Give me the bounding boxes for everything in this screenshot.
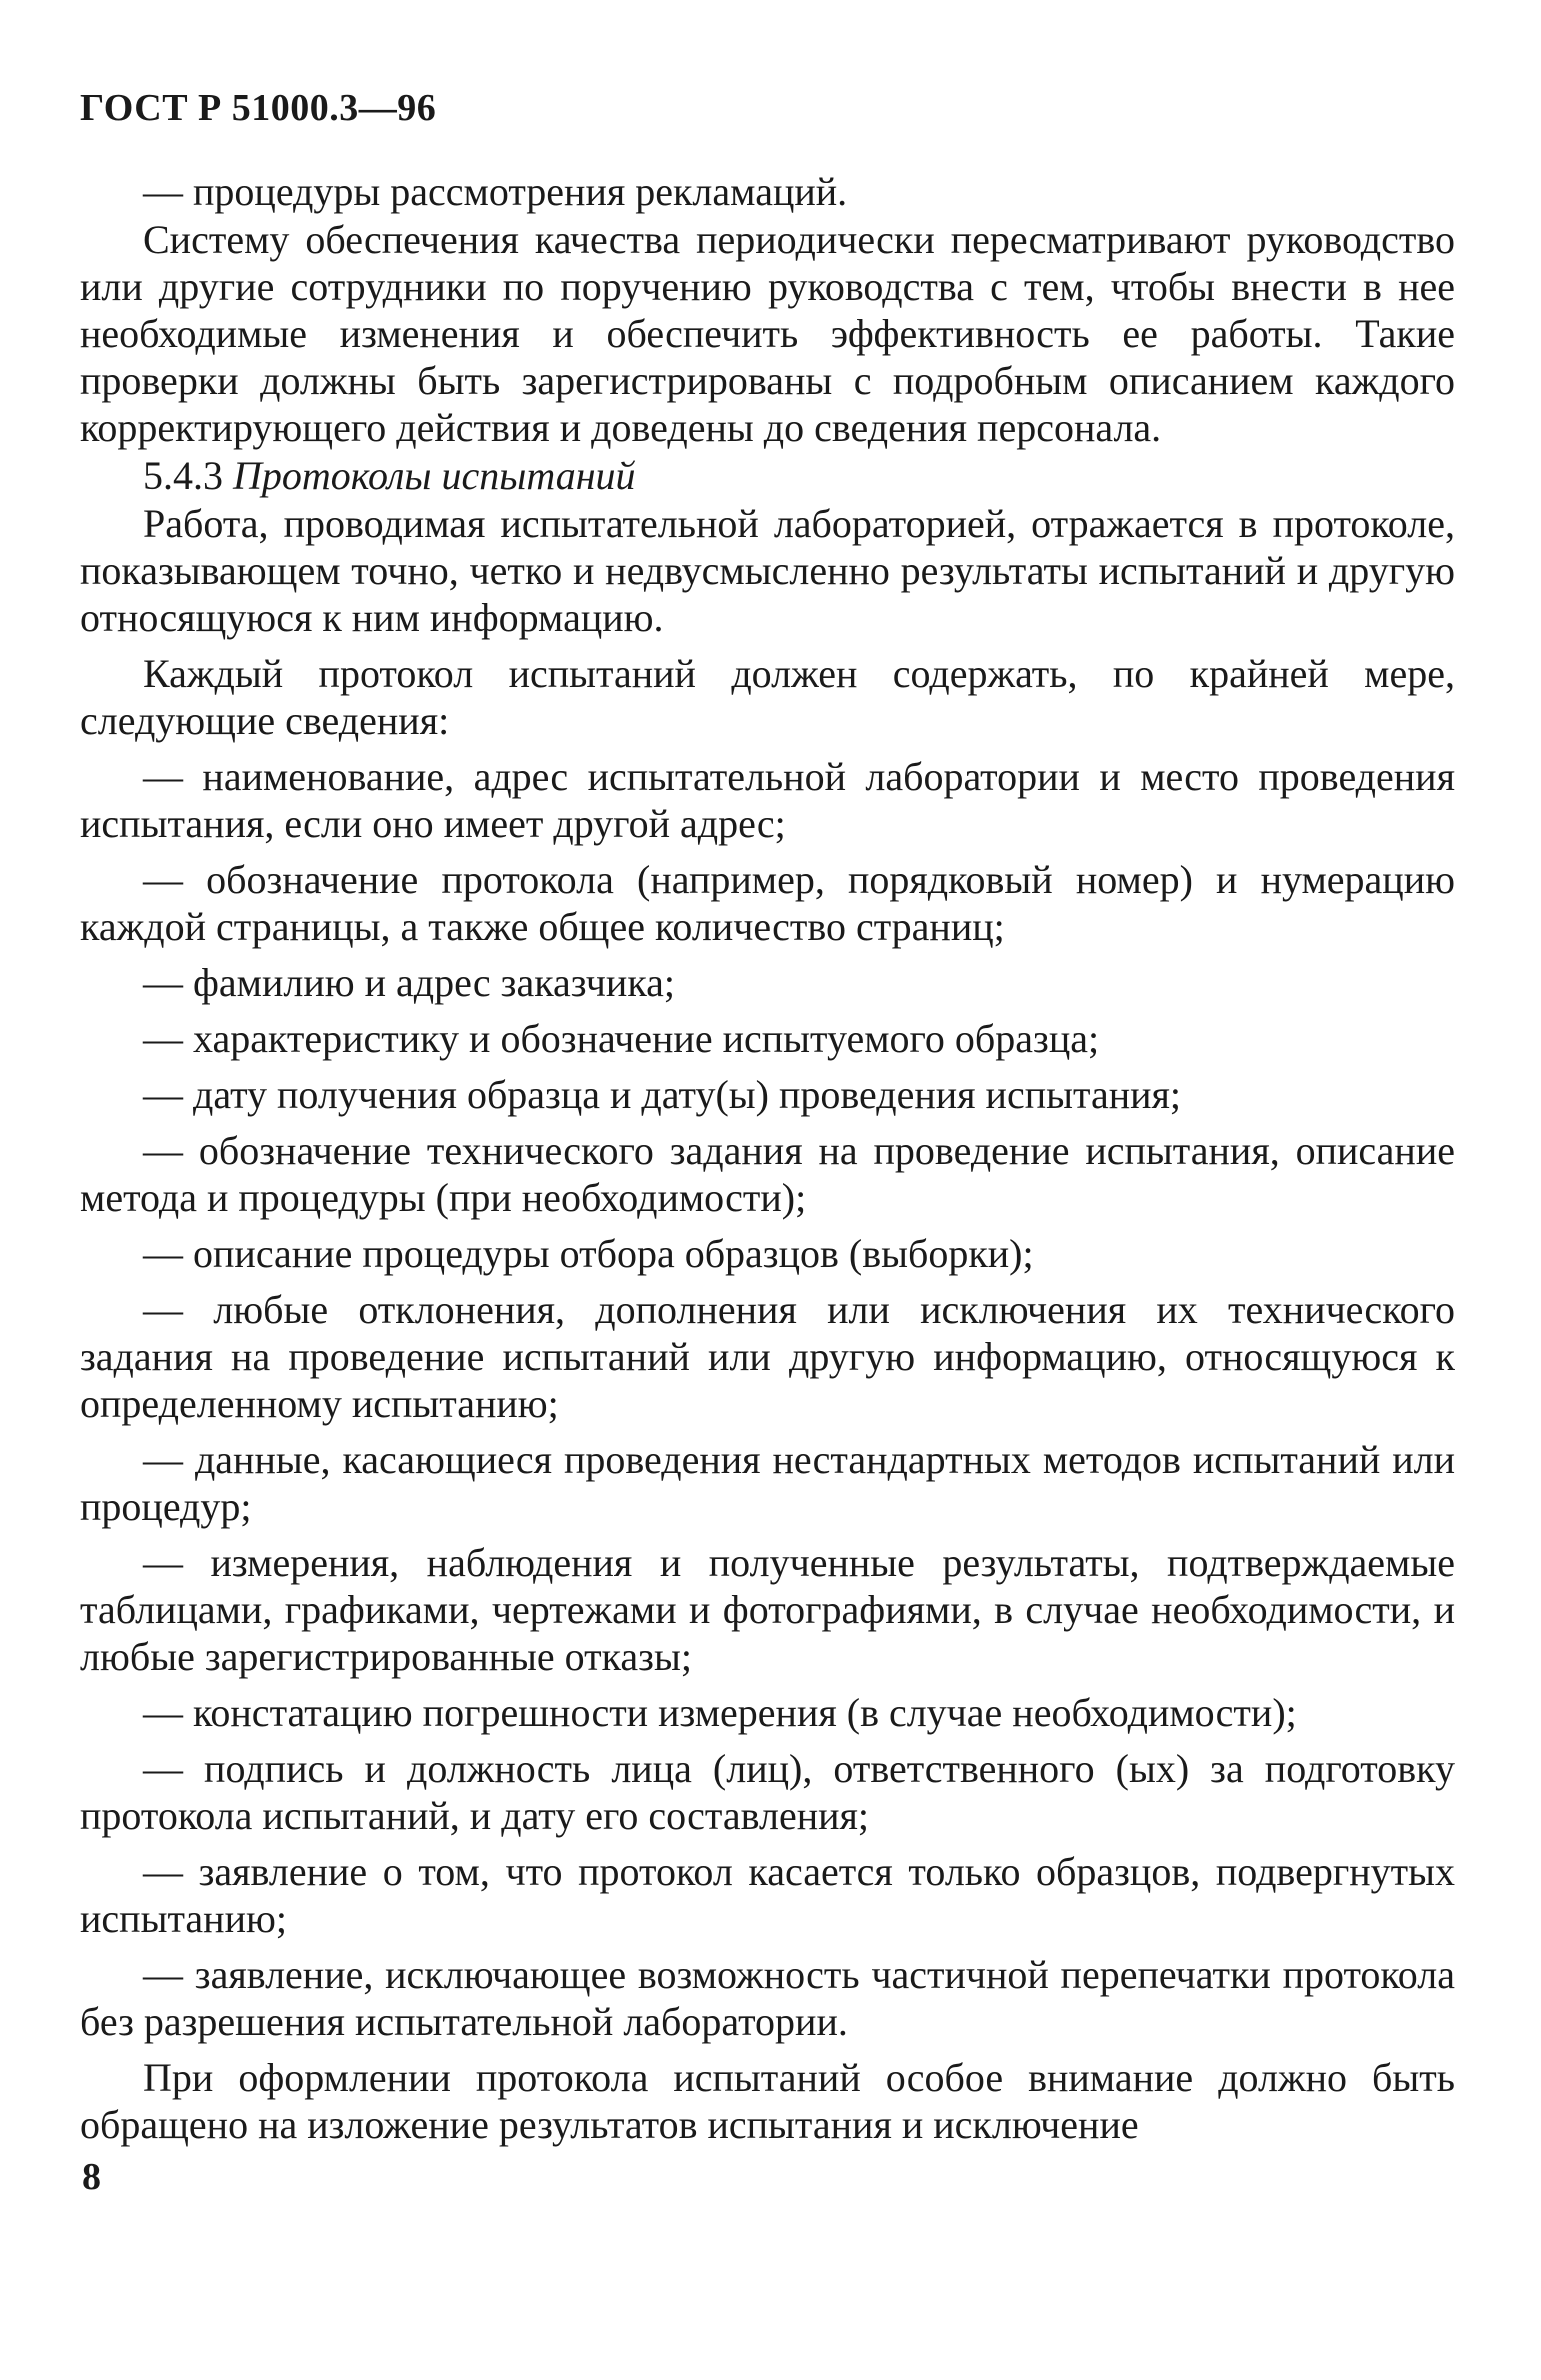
list-item: — наименование, адрес испытательной лаборатории и место проведения испытания, если оно имеет другой адрес; xyxy=(80,754,1455,846)
paragraph: Работа, проводимая испытательной лабораторией, отражается в протоколе, показывающем точно, четко и недвусмысленно результаты испытаний и другую относящуюся к ним информацию. xyxy=(80,501,1455,640)
list-item: — измерения, наблюдения и полученные результаты, подтверждаемые таблицами, графиками, чертежами и фотографиями, в случае необходимости, и любые зарегистрированные отказы; xyxy=(80,1540,1455,1679)
list-item: — обозначение технического задания на проведение испытания, описание метода и процедуры (при необходимости); xyxy=(80,1128,1455,1220)
list-item: — данные, касающиеся проведения нестандартных методов испытаний или процедур; xyxy=(80,1437,1455,1529)
list-item: — констатацию погрешности измерения (в случае необходимости); xyxy=(143,1690,1297,1735)
list-item: — характеристику и обозначение испытуемого образца; xyxy=(143,1016,1100,1061)
list-item: — заявление о том, что протокол касается только образцов, подвергнутых испытанию; xyxy=(80,1849,1455,1941)
paragraph: Систему обеспечения качества периодически пересматривают руководство или другие сотрудники по поручению руководства с тем, чтобы внести в нее необходимые изменения и обеспечить эффективность ее работы. Такие проверки должны быть зарегистрированы с подробным описанием каждого корректирующего действия и доведены до сведения персонала. xyxy=(80,217,1455,450)
section-number: 5.4.3 xyxy=(143,453,223,498)
section-heading xyxy=(80,452,1455,499)
list-item: — дату получения образца и дату(ы) проведения испытания; xyxy=(143,1072,1182,1117)
document-header: ГОСТ Р 51000.3—96 xyxy=(80,87,437,129)
paragraph: Каждый протокол испытаний должен содержать, по крайней мере, следующие сведения: xyxy=(80,651,1455,743)
page-number: 8 xyxy=(82,2156,101,2198)
paragraph: — процедуры рассмотрения рекламаций. xyxy=(143,169,848,214)
list-item: — заявление, исключающее возможность частичной перепечатки протокола без разрешения испытательной лаборатории. xyxy=(80,1952,1455,2044)
list-item: — фамилию и адрес заказчика; xyxy=(143,960,676,1005)
document-body xyxy=(80,168,1455,2157)
list-item: — подпись и должность лица (лиц), ответственного (ых) за подготовку протокола испытаний, и дату его составления; xyxy=(80,1746,1455,1838)
list-item: — описание процедуры отбора образцов (выборки); xyxy=(143,1231,1034,1276)
list-item: — обозначение протокола (например, порядковый номер) и нумерацию каждой страницы, а также общее количество страниц; xyxy=(80,857,1455,949)
section-title: Протоколы испытаний xyxy=(233,453,636,498)
paragraph: При оформлении протокола испытаний особое внимание должно быть обращено на изложение результатов испытания и исключение xyxy=(80,2055,1455,2147)
list-item: — любые отклонения, дополнения или исключения их технического задания на проведение испытаний или другую информацию, относящуюся к определенному испытанию; xyxy=(80,1287,1455,1426)
